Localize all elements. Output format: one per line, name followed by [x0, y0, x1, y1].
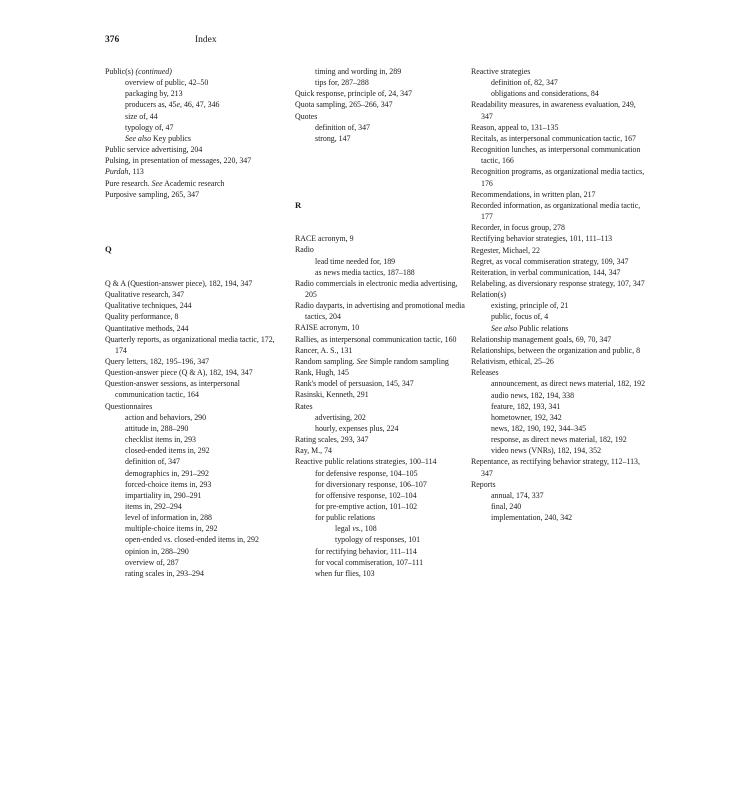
index-entry: Quantitative methods, 244 — [105, 323, 189, 333]
spacer — [295, 211, 470, 222]
running-header — [105, 35, 217, 45]
index-subentry: definition of, 347 — [125, 457, 181, 467]
index-entry: Pulsing, in presentation of messages, 220, 347 — [105, 156, 252, 166]
entry-text-part: , 113 — [128, 167, 144, 177]
entry-text-part: Public relations — [517, 323, 569, 333]
index-subentry: obligations and considerations, 84 — [491, 89, 599, 99]
index-entry: Rank, Hugh, 145 — [295, 368, 349, 378]
index-entry: Releases — [471, 368, 499, 378]
index-subentry: hometowner, 192, 342 — [491, 412, 562, 422]
index-subentry — [105, 99, 280, 110]
entry-text-part: Academic research — [162, 178, 225, 188]
index-entry: Rates — [295, 401, 313, 411]
index-entry: Qualitative techniques, 244 — [105, 301, 192, 311]
index-entry: Recognition lunches, as interpersonal communication tactic, 166 — [471, 145, 641, 166]
index-entry: Recorder, in focus group, 278 — [471, 223, 565, 233]
index-subentry: audio news, 182, 194, 338 — [491, 390, 575, 400]
index-entry: Relation(s) — [471, 290, 507, 300]
index-entry: Reactive strategies — [471, 67, 531, 76]
index-entry: Rasinski, Kenneth, 291 — [295, 390, 369, 400]
index-subentry: existing, principle of, 21 — [491, 301, 569, 311]
index-subentry: typology of, 47 — [125, 122, 174, 132]
index-entry: Quotes — [295, 111, 318, 121]
entry-text-part: Simple random sampling — [367, 356, 449, 366]
entry-text-part: producers as, 45 — [125, 100, 177, 110]
index-entry: Relabeling, as diversionary response strategy, 107, 347 — [471, 278, 645, 288]
index-entry — [105, 178, 280, 189]
entry-text-part: Random sampling. — [295, 356, 357, 366]
entry-text-part: , 46, 47, 346 — [180, 100, 220, 110]
index-subentry: size of, 44 — [125, 111, 158, 121]
index-column-1 — [105, 66, 280, 579]
index-entry: Quarterly reports, as organizational media tactic, 172, 174 — [105, 334, 275, 355]
index-entry: Relationship management goals, 69, 70, 347 — [471, 334, 612, 344]
entry-text-part: See — [151, 178, 163, 188]
spacer — [105, 200, 280, 211]
index-entry: Question-answer sessions, as interpersonal communication tactic, 164 — [105, 379, 240, 400]
spacer — [295, 144, 470, 155]
section-letter: Q — [105, 244, 112, 255]
index-subentry: when fur flies, 103 — [315, 568, 375, 578]
index-subentry: feature, 182, 193, 341 — [491, 401, 561, 411]
index-entry: Recitals, as interpersonal communication tactic, 167 — [471, 133, 636, 143]
index-subentry: level of information in, 288 — [125, 513, 212, 523]
index-entry: Reactive public relations strategies, 100–114 — [295, 457, 437, 467]
index-subentry: hourly, expenses plus, 224 — [315, 423, 399, 433]
entry-text-part: vs. — [163, 535, 173, 545]
index-entry: Regret, as vocal commiseration strategy, 109, 347 — [471, 256, 629, 266]
index-entry: Rank's model of persuasion, 145, 347 — [295, 379, 414, 389]
index-subentry: items in, 292–294 — [125, 502, 182, 511]
entry-text-part: e — [176, 100, 181, 110]
index-entry: Radio commercials in electronic media advertising, 205 — [295, 278, 458, 300]
index-entry: Rancer, A. S., 131 — [295, 345, 353, 355]
index-subentry: as news media tactics, 187–188 — [315, 267, 415, 277]
index-entry: Recommendations, in written plan, 217 — [471, 189, 596, 199]
index-entry: Reiteration, in verbal communication, 144, 347 — [471, 267, 621, 277]
spacer — [105, 233, 280, 244]
index-subentry: rating scales in, 293–294 — [125, 568, 204, 578]
running-head: Index — [195, 35, 217, 45]
index-subentry: forced-choice items in, 293 — [125, 479, 212, 489]
entry-text-part: Purdah — [105, 167, 129, 177]
section-letter: R — [295, 199, 302, 210]
entry-text-part: closed-ended items in, 292 — [172, 535, 259, 545]
index-subentry: news, 182, 190, 192, 344–345 — [491, 424, 587, 433]
entry-text-part: legal — [335, 524, 353, 534]
index-entry: Qualitative research, 347 — [105, 290, 185, 300]
index-entry: Rating scales, 293, 347 — [295, 435, 369, 445]
index-subentry: timing and wording in, 289 — [315, 67, 402, 76]
index-subentry: for diversionary response, 106–107 — [315, 479, 427, 489]
entry-text-part: Key publics — [151, 133, 191, 143]
index-subentry — [105, 534, 280, 545]
index-subentry: lead time needed for, 189 — [315, 256, 396, 266]
spacer — [295, 178, 470, 189]
index-entry: RACE acronym, 9 — [295, 234, 354, 244]
index-entry — [295, 356, 470, 367]
entry-text-part: Public(s) — [105, 67, 136, 76]
spacer — [295, 222, 470, 233]
entry-text-part: vs. — [352, 524, 361, 534]
index-subentry: definition of, 82, 347 — [491, 78, 558, 88]
index-entry: Q & A (Question-answer piece), 182, 194, 347 — [105, 278, 253, 288]
page-number: 376 — [105, 35, 120, 45]
index-subentry: announcement, as direct news material, 182, 192 — [491, 379, 646, 389]
index-entry: Regester, Michael, 22 — [471, 245, 540, 255]
index-entry: Quality performance, 8 — [105, 312, 179, 322]
index-entry: Repentance, as rectifying behavior strategy, 112–113, 347 — [471, 457, 640, 478]
index-column-2 — [295, 66, 470, 579]
entry-text-part: See also — [491, 323, 518, 333]
index-entry — [105, 66, 280, 77]
index-subentry: typology of responses, 101 — [335, 535, 421, 545]
index-column-3 — [471, 66, 646, 523]
index-subentry: opinion in, 288–290 — [125, 546, 189, 556]
entry-text-part: (continued) — [135, 67, 172, 76]
index-subentry: for pre-emptive action, 101–102 — [315, 501, 418, 511]
index-subentry: overview of, 287 — [125, 557, 179, 567]
spacer — [295, 155, 470, 166]
index-subentry: checklist items in, 293 — [125, 435, 197, 445]
index-subentry: for vocal commiseration, 107–111 — [315, 557, 424, 567]
entry-text-part: See — [356, 356, 368, 366]
index-subentry: annual, 174, 337 — [491, 490, 544, 500]
index-subentry: for defensive response, 104–105 — [315, 468, 418, 478]
index-subentry: for rectifying behavior, 111–114 — [315, 546, 417, 556]
index-entry: Radio dayparts, in advertising and promotional media tactics, 204 — [295, 301, 465, 322]
entry-text-part: open-ended — [125, 535, 164, 545]
index-subentry: for offensive response, 102–104 — [315, 490, 417, 500]
index-entry: Reports — [471, 479, 496, 489]
index-subentry: video news (VNRs), 182, 194, 352 — [491, 446, 602, 456]
index-entry: Quota sampling, 265–266, 347 — [295, 100, 393, 110]
index-entry: Recognition programs, as organizational media tactics, 176 — [471, 167, 645, 188]
index-entry: Reason, appeal to, 131–135 — [471, 122, 559, 132]
index-subentry: for public relations — [315, 513, 376, 523]
index-subentry: advertising, 202 — [315, 412, 366, 422]
spacer — [105, 256, 280, 267]
index-subentry: implementation, 240, 342 — [491, 513, 573, 523]
index-entry: Questionnaires — [105, 401, 153, 411]
spacer — [295, 166, 470, 177]
index-entry: Relativism, ethical, 25–26 — [471, 357, 554, 367]
index-subentry: definition of, 347 — [315, 122, 371, 132]
index-subentry — [295, 523, 470, 534]
index-entry: Ray, M., 74 — [295, 446, 332, 456]
index-subentry: final, 240 — [491, 502, 522, 512]
index-entry: Query letters, 182, 195–196, 347 — [105, 356, 210, 366]
index-subentry: action and behaviors, 290 — [125, 412, 207, 422]
index-subentry: packaging by, 213 — [125, 89, 183, 99]
index-subentry: public, focus of, 4 — [491, 312, 549, 322]
index-subentry: attitude in, 288–290 — [125, 423, 189, 433]
index-subentry: tips for, 287–288 — [315, 78, 369, 88]
index-subentry: multiple-choice items in, 292 — [125, 524, 218, 534]
index-entry: Public service advertising, 204 — [105, 145, 203, 155]
spacer — [105, 222, 280, 233]
entry-text-part: Pure research. — [105, 178, 152, 188]
index-entry: Recorded information, as organizational media tactic, 177 — [471, 200, 641, 222]
index-entry: RAISE acronym, 10 — [295, 323, 360, 333]
entry-text-part: See also — [125, 133, 152, 143]
index-entry: Rectifying behavior strategies, 101, 111–113 — [471, 234, 613, 244]
entry-text-part: , 108 — [360, 524, 377, 534]
index-entry: Quick response, principle of, 24, 347 — [295, 89, 413, 99]
index-entry — [105, 166, 280, 177]
index-subentry: closed-ended items in, 292 — [125, 446, 210, 456]
index-entry: Radio — [295, 245, 314, 255]
index-entry: Readability measures, in awareness evaluation, 249, 347 — [471, 100, 636, 121]
index-subentry: response, as direct news material, 182, 192 — [491, 435, 627, 445]
spacer — [295, 189, 470, 200]
index-subentry: strong, 147 — [315, 133, 351, 143]
index-subentry — [471, 323, 646, 334]
spacer — [105, 211, 280, 222]
index-subentry: demographics in, 291–292 — [125, 468, 209, 478]
index-entry: Purposive sampling, 265, 347 — [105, 189, 200, 199]
index-subentry: impartiality in, 290–291 — [125, 490, 202, 500]
index-subentry — [105, 133, 280, 144]
index-entry: Rallies, as interpersonal communication tactic, 160 — [295, 334, 457, 344]
index-subentry: overview of public, 42–50 — [125, 78, 209, 88]
index-entry: Question-answer piece (Q & A), 182, 194, 347 — [105, 368, 253, 378]
spacer — [105, 267, 280, 278]
index-entry: Relationships, between the organization and public, 8 — [471, 345, 641, 355]
